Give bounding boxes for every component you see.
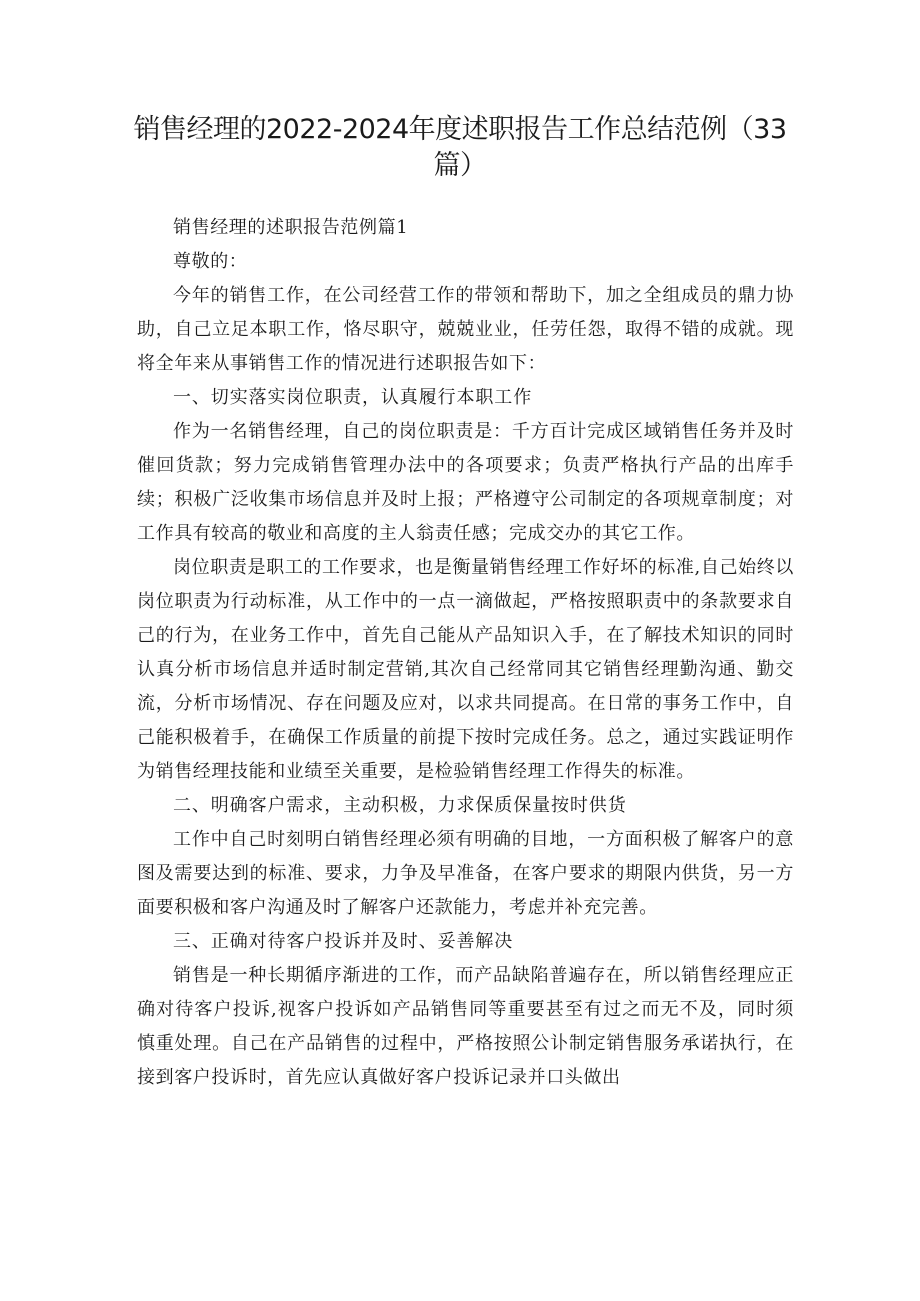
salutation: 尊敬的： [173,251,248,272]
paragraph-customer-needs: 工作中自己时刻明白销售经理必须有明确的目地，一方面积极了解客户的意图及需要达到的标准、要求，力争及早准备，在客户要求的期限内供货，另一方面要积极和客户沟通及时了解客户还款能力，考虑并补充完善。 [137,829,794,918]
paragraph-standards: 岗位职责是职工的工作要求，也是衡量销售经理工作好坏的标准,自己始终以岗位职责为行动标准，从工作中的一点一滴做起，严格按照职责中的条款要求自己的行为，在业务工作中，首先自己能从产品知识入手，在了解技术知识的同时认真分析市场信息并适时制定营销,其次自己经常同其它销售经理勤沟通、勤交流，分析市场情况、存在问题及应对，以求共同提高。在日常的事务工作中，自己能积极着手，在确保工作质量的前提下按时完成任务。总之，通过实践证明作为销售经理技能和业绩至关重要，是检验销售经理工作得失的标准。 [137,557,794,782]
section-heading-1: 一、切实落实岗位职责，认真履行本职工作 [173,387,533,408]
paragraph-complaints: 销售是一种长期循序渐进的工作，而产品缺陷普遍存在，所以销售经理应正确对待客户投诉,视客户投诉如产品销售同等重要甚至有过之而无不及，同时须慎重处理。自己在产品销售的过程中，严格按照公讣制定销售服务承诺执行，在接到客户投诉时，首先应认真做好客户投诉记录并口头做出 [137,965,794,1088]
paragraph-intro: 今年的销售工作，在公司经营工作的带领和帮助下，加之全组成员的鼎力协助，自己立足本职工作，恪尽职守，兢兢业业，任劳任怨，取得不错的成就。现将全年来从事销售工作的情况进行述职报告如下： [137,285,794,374]
paragraph-duties: 作为一名销售经理，自己的岗位职责是：千方百计完成区域销售任务并及时催回货款；努力完成销售管理办法中的各项要求；负责严格执行产品的出库手续；积极广泛收集市场信息并及时上报；严格遵守公司制定的各项规章制度；对工作具有较高的敬业和高度的主人翁责任感；完成交办的其它工作。 [137,421,794,544]
section-heading-3: 三、正确对待客户投诉并及时、妥善解决 [173,931,514,952]
document-body [137,211,794,1095]
section-heading-2: 二、明确客户需求，主动积极，力求保质保量按时供货 [173,795,627,816]
document-title: 销售经理的2022-2024年度述职报告工作总结范例（33篇） [133,114,787,181]
section-label: 销售经理的述职报告范例篇1 [173,217,409,238]
